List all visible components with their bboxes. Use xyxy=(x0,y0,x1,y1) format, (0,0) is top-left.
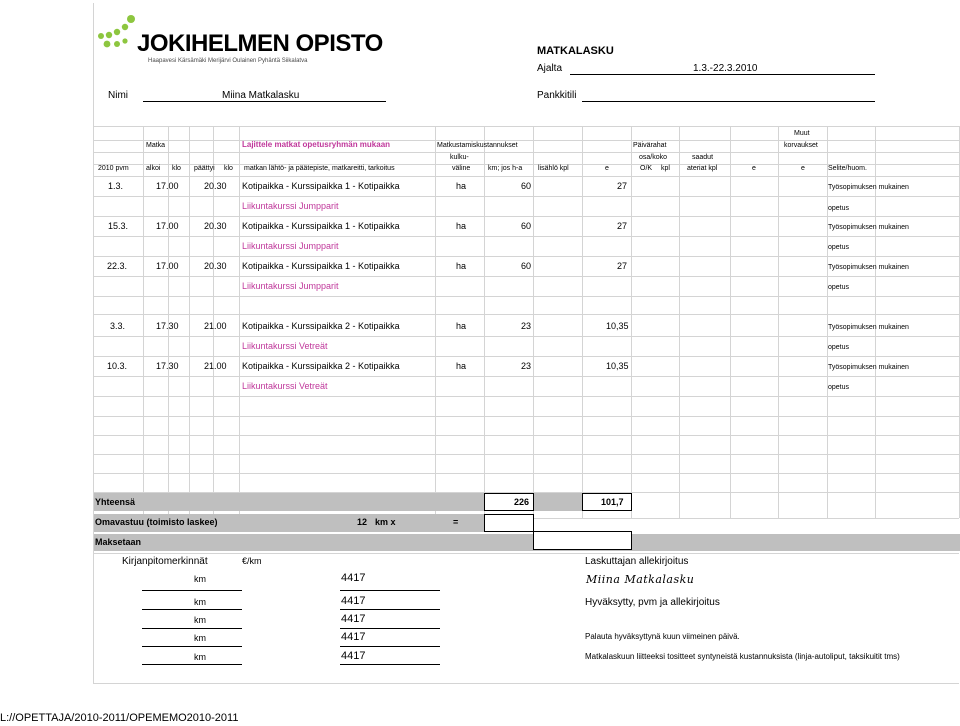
trip-note[interactable]: Työsopimuksen mukainen xyxy=(828,324,909,331)
trip-course[interactable]: Liikuntakurssi Jumpparit xyxy=(242,241,339,251)
header-start: alkoi xyxy=(146,165,161,172)
accounting-unit: km xyxy=(194,574,206,584)
header-other-title-2: korvaukset xyxy=(784,142,818,149)
trip-start[interactable]: 17.00 xyxy=(156,261,179,271)
trip-note[interactable]: Työsopimuksen mukainen xyxy=(828,184,909,191)
accounting-title: Kirjanpitomerkinnät xyxy=(122,556,208,567)
euro-total: 101,7 xyxy=(601,497,624,507)
receipts-note: Matkalaskuun liitteeksi tositteet syntyneistä kustannuksista (linja-autoliput, taksikuitit tms) xyxy=(585,652,900,661)
footer-path: L://OPETTAJA/2010-2011/OPEMEMO2010-2011 xyxy=(0,712,239,724)
form-title: MATKALASKU xyxy=(537,45,614,57)
spreadsheet xyxy=(93,3,959,683)
accounting-unit: km xyxy=(194,633,206,643)
accounting-unit: km xyxy=(194,597,206,607)
header-matka: Matka xyxy=(146,142,166,149)
header-saadut: saadut xyxy=(692,154,714,161)
trip-km[interactable]: 23 xyxy=(521,361,532,371)
trip-note-2[interactable]: opetus xyxy=(828,244,850,251)
totals-label: Yhteensä xyxy=(95,497,136,507)
bank-label: Pankkitili xyxy=(537,90,577,101)
header-e1: e xyxy=(605,165,609,172)
header-end: päättyi xyxy=(194,165,215,172)
trip-start[interactable]: 17.00 xyxy=(156,181,179,191)
header-km: km; jos h-a xyxy=(488,165,523,172)
trip-end[interactable]: 20.30 xyxy=(204,221,227,231)
trip-end[interactable]: 20.30 xyxy=(204,181,227,191)
trip-start[interactable]: 17.00 xyxy=(156,221,179,231)
trip-date[interactable]: 1.3. xyxy=(108,181,124,191)
brand-municipalities: Haapavesi Kärsämäki Merijärvi Oulainen Pyhäntä Siikalatva xyxy=(148,58,308,64)
trip-means[interactable]: ha xyxy=(456,261,467,271)
trip-euros[interactable]: 27 xyxy=(617,221,628,231)
accounting-code[interactable]: 4417 xyxy=(341,613,366,625)
header-kulku: kulku- xyxy=(450,154,469,161)
trip-end[interactable]: 21.00 xyxy=(204,321,227,331)
header-date: 2010 pvm xyxy=(98,165,129,172)
header-ok: O/K xyxy=(640,165,653,172)
header-osa: osa/koko xyxy=(639,154,668,161)
period-value: 1.3.-22.3.2010 xyxy=(693,63,758,74)
header-klo2: klo xyxy=(224,165,233,172)
approved-label: Hyväksytty, pvm ja allekirjoitus xyxy=(585,597,720,608)
trip-means[interactable]: ha xyxy=(456,221,467,231)
trip-start[interactable]: 17.30 xyxy=(156,361,179,371)
trip-note-2[interactable]: opetus xyxy=(828,384,850,391)
trip-means[interactable]: ha xyxy=(456,181,467,191)
trip-route[interactable]: Kotipaikka - Kurssipaikka 1 - Kotipaikka xyxy=(242,261,400,271)
accounting-code[interactable]: 4417 xyxy=(341,631,366,643)
trip-date[interactable]: 10.3. xyxy=(107,361,128,371)
trip-euros[interactable]: 27 xyxy=(617,261,628,271)
trip-means[interactable]: ha xyxy=(456,321,467,331)
trip-end[interactable]: 20.30 xyxy=(204,261,227,271)
header-klo1: klo xyxy=(172,165,181,172)
header-meals: ateriat kpl xyxy=(687,165,718,172)
trip-euros[interactable]: 27 xyxy=(617,181,628,191)
logo-dots-icon xyxy=(95,14,137,56)
brand-name: JOKIHELMEN OPISTO xyxy=(137,30,383,57)
payable-bar xyxy=(94,534,960,551)
trip-route[interactable]: Kotipaikka - Kurssipaikka 2 - Kotipaikka xyxy=(242,321,400,331)
header-route: matkan lähtö- ja päätepiste, matkareitti, tarkoitus xyxy=(244,165,395,172)
trip-km[interactable]: 60 xyxy=(521,261,532,271)
trip-route[interactable]: Kotipaikka - Kurssipaikka 1 - Kotipaikka xyxy=(242,221,400,231)
trip-note-2[interactable]: opetus xyxy=(828,344,850,351)
trip-euros[interactable]: 10,35 xyxy=(606,321,629,331)
accounting-code[interactable]: 4417 xyxy=(341,572,366,584)
trip-course[interactable]: Liikuntakurssi Jumpparit xyxy=(242,201,339,211)
trip-course[interactable]: Liikuntakurssi Vetreät xyxy=(242,381,328,391)
own-share-label: Omavastuu (toimisto laskee) xyxy=(95,517,218,527)
header-kpl: kpl xyxy=(661,165,670,172)
accounting-unit: km xyxy=(194,652,206,662)
own-share-km: 12 xyxy=(357,517,368,527)
trip-date[interactable]: 3.3. xyxy=(110,321,126,331)
trip-route[interactable]: Kotipaikka - Kurssipaikka 2 - Kotipaikka xyxy=(242,361,400,371)
deadline-note: Palauta hyväksyttynä kuun viimeinen päivä. xyxy=(585,632,740,641)
trip-date[interactable]: 15.3. xyxy=(108,221,129,231)
accounting-code[interactable]: 4417 xyxy=(341,650,366,662)
accounting-unit: km xyxy=(194,615,206,625)
claimant-signature[interactable]: Miina Matkalasku xyxy=(586,573,695,586)
header-costs-title: Matkustamiskustannukset xyxy=(437,142,518,149)
trip-km[interactable]: 60 xyxy=(521,221,532,231)
trip-km[interactable]: 60 xyxy=(521,181,532,191)
trip-date[interactable]: 22.3. xyxy=(107,261,128,271)
trip-km[interactable]: 23 xyxy=(521,321,532,331)
accounting-code[interactable]: 4417 xyxy=(341,595,366,607)
trip-note-2[interactable]: opetus xyxy=(828,284,850,291)
own-share-unit: km x xyxy=(375,517,396,527)
trip-end[interactable]: 21.00 xyxy=(204,361,227,371)
km-total: 226 xyxy=(514,497,530,507)
trip-route[interactable]: Kotipaikka - Kurssipaikka 1 - Kotipaikka xyxy=(242,181,400,191)
claimant-label: Laskuttajan allekirjoitus xyxy=(585,556,689,567)
own-share-box[interactable] xyxy=(484,514,534,532)
trip-course[interactable]: Liikuntakurssi Vetreät xyxy=(242,341,328,351)
trip-course[interactable]: Liikuntakurssi Jumpparit xyxy=(242,281,339,291)
header-notes: Selite/huom. xyxy=(828,165,867,172)
trip-note-2[interactable]: opetus xyxy=(828,205,850,212)
trip-note[interactable]: Työsopimuksen mukainen xyxy=(828,264,909,271)
header-means: väline xyxy=(452,165,471,172)
totals-bar xyxy=(94,493,484,511)
trip-start[interactable]: 17.30 xyxy=(156,321,179,331)
payable-box[interactable] xyxy=(533,531,632,550)
header-route-title: Lajittele matkat opetusryhmän mukaan xyxy=(242,140,391,149)
name-value[interactable]: Miina Matkalasku xyxy=(222,90,300,101)
trip-euros[interactable]: 10,35 xyxy=(606,361,629,371)
header-extra: lisählö kpl xyxy=(538,165,569,172)
header-e3: e xyxy=(801,165,805,172)
header-allowance-title: Päivärahat xyxy=(633,142,667,149)
name-label: Nimi xyxy=(108,90,128,101)
own-share-equals: = xyxy=(453,517,459,527)
trip-note[interactable]: Työsopimuksen mukainen xyxy=(828,224,909,231)
payable-label: Maksetaan xyxy=(95,537,142,547)
accounting-unit-col: €/km xyxy=(242,556,262,566)
period-label: Ajalta xyxy=(537,63,563,74)
trip-note[interactable]: Työsopimuksen mukainen xyxy=(828,364,909,371)
header-other-title-1: Muut xyxy=(794,130,810,137)
trip-means[interactable]: ha xyxy=(456,361,467,371)
header-e2: e xyxy=(752,165,756,172)
